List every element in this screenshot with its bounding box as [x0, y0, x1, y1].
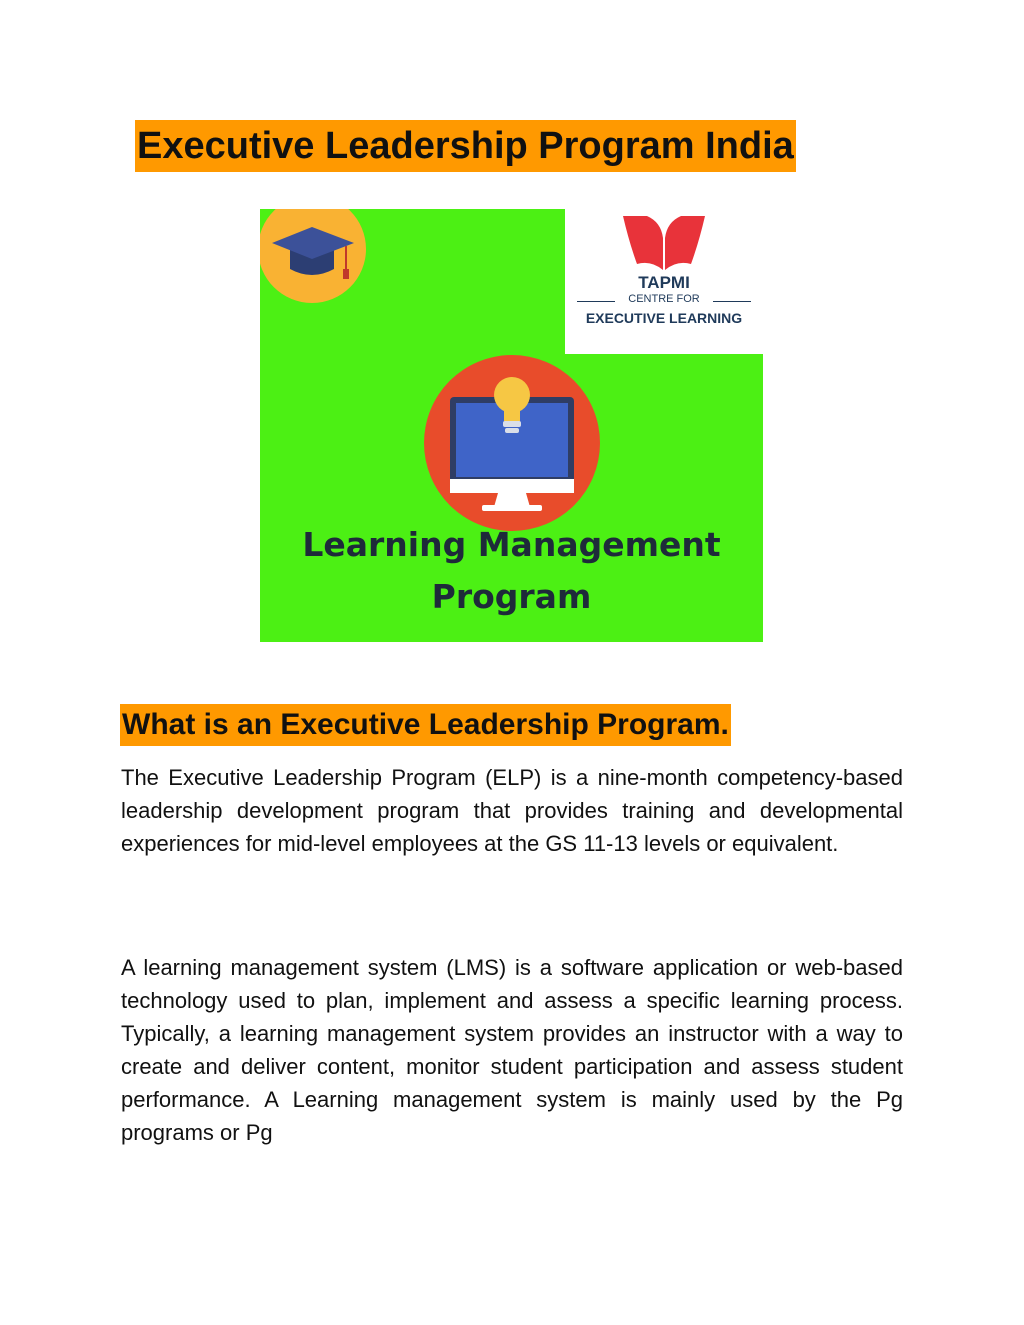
- tapmi-logo-mark: [621, 212, 707, 272]
- lms-caption-line1: Learning Management: [302, 525, 721, 564]
- lms-caption-line2: Program: [431, 577, 592, 616]
- tapmi-logo: [565, 209, 763, 354]
- page-title: Executive Leadership Program India: [135, 120, 796, 172]
- paragraph-elp: The Executive Leadership Program (ELP) is a nine-month competency-based leadership development program that provides training and developmental experiences for mid-level employees at the GS 11-13 levels or equivalent.: [121, 765, 903, 856]
- graduation-cap-icon: [260, 209, 370, 309]
- logo-name: TAPMI: [638, 273, 690, 292]
- logo-subtitle: CENTRE FOR: [628, 293, 700, 305]
- hero-image: [260, 209, 763, 642]
- section-heading: What is an Executive Leadership Program.: [120, 704, 731, 746]
- monitor-lightbulb-icon: [424, 355, 600, 531]
- lms-caption: [260, 519, 763, 623]
- paragraph-lms: A learning management system (LMS) is a software application or web-based technology used to plan, implement and assess a specific learning process. Typically, a learning management system provides an instructor with a way to create and deliver content, monitor student participation and assess student performance. A Learning management system is mainly used by the Pg programs or Pg: [121, 955, 903, 1145]
- logo-divider-right: [713, 301, 751, 302]
- logo-tagline: EXECUTIVE LEARNING: [585, 310, 743, 326]
